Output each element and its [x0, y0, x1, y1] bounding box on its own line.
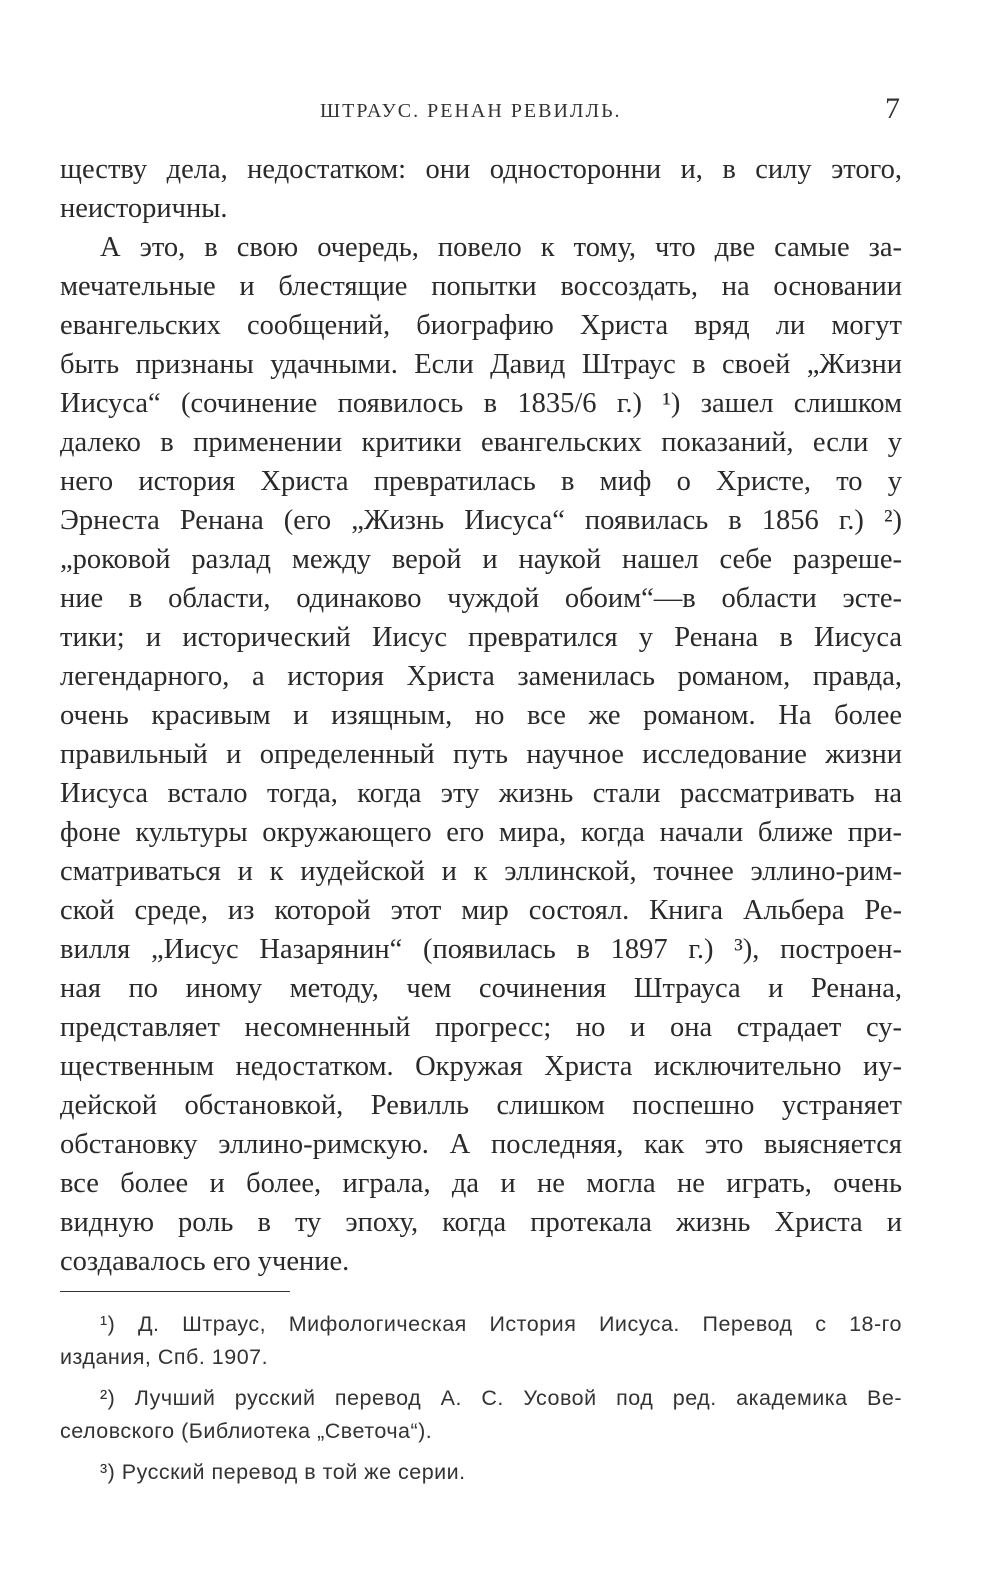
footnote-1 [60, 1308, 902, 1374]
text-line: быть признаны удачными. Если Давид Штраус в своей „Жизни [60, 349, 902, 380]
footnote-line: ¹) Д. Штраус, Мифологическая История Иисуса. Перевод с 18-го [100, 1312, 902, 1336]
text-line: ской среде, из которой этот мир состоял. Книга Альбера Ре- [60, 895, 902, 926]
text-line: видную роль в ту эпоху, когда протекала жизнь Христа и [60, 1207, 902, 1238]
text-line: далеко в применении критики евангельских показаний, если у [60, 427, 902, 458]
footnote-line: ³) Русский перевод в той же серии. [100, 1460, 466, 1484]
body-text [60, 150, 902, 1281]
text-line: Эрнеста Ренана (его „Жизнь Иисуса“ появилась в 1856 г.) ²) [60, 505, 902, 536]
text-line: правильный и определенный путь научное исследование жизни [60, 739, 902, 770]
text-line: „роковой разлад между верой и наукой нашел себе разреше- [60, 544, 902, 575]
text-line: легендарного, а история Христа заменилась романом, правда, [60, 661, 902, 692]
footnote-line: издания, Спб. 1907. [60, 1345, 269, 1369]
text-line: обстановку эллино-римскую. А последняя, как это выясняется [60, 1129, 902, 1160]
text-line: сматриваться и к иудейской и к эллинской, точнее эллино-рим- [60, 856, 902, 887]
footnote-gap [60, 1448, 902, 1456]
text-line: вилля „Иисус Назарянин“ (появилась в 1897 г.) ³), построен- [60, 934, 902, 965]
footnote-divider [60, 1291, 290, 1292]
text-line: Иисуса“ (сочинение появилось в 1835/6 г.) ¹) зашел слишком [60, 388, 902, 419]
text-line: создавалось его учение. [60, 1246, 350, 1277]
footnote-line: ²) Лучший русский перевод А. С. Усовой под ред. академика Ве- [100, 1386, 902, 1410]
text-line: ществу дела, недостатком: они односторонни и, в силу этого, [60, 154, 902, 185]
text-line: евангельских сообщений, биографию Христа вряд ли могут [60, 310, 902, 341]
text-line: Иисуса встало тогда, когда эту жизнь стали рассматривать на [60, 778, 902, 809]
running-title: ШТРАУС. РЕНАН РЕВИЛЛЬ. [320, 100, 622, 122]
text-line: ная по иному методу, чем сочинения Штрауса и Ренана, [60, 973, 902, 1004]
running-head [60, 92, 940, 132]
page-number: 7 [885, 92, 900, 125]
footnote-3 [60, 1456, 902, 1489]
text-line: фоне культуры окружающего его мира, когда начали ближе при- [60, 817, 902, 848]
text-line: тики; и исторический Иисус превратился у Ренана в Иисуса [60, 622, 902, 653]
text-line: все более и более, играла, да и не могла не играть, очень [60, 1168, 902, 1199]
footnotes [60, 1308, 902, 1489]
footnote-line: селовского (Библиотека „Светоча“). [60, 1419, 433, 1443]
text-line: ние в области, одинаково чуждой обоим“—в области эсте- [60, 583, 902, 614]
text-line: очень красивым и изящным, но все же романом. На более [60, 700, 902, 731]
text-line: дейской обстановкой, Ревилль слишком поспешно устраняет [60, 1090, 902, 1121]
text-line: мечательные и блестящие попытки воссоздать, на основании [60, 271, 902, 302]
text-line: представляет несомненный прогресс; но и она страдает су- [60, 1012, 902, 1043]
text-line: щественным недостатком. Окружая Христа исключительно иу- [60, 1051, 902, 1082]
text-line: неисторичны. [60, 193, 228, 224]
text-line: А это, в свою очередь, повело к тому, что две самые за- [100, 232, 902, 263]
text-line: него история Христа превратилась в миф о Христе, то у [60, 466, 902, 497]
footnote-2 [60, 1382, 902, 1448]
footnote-gap [60, 1374, 902, 1382]
